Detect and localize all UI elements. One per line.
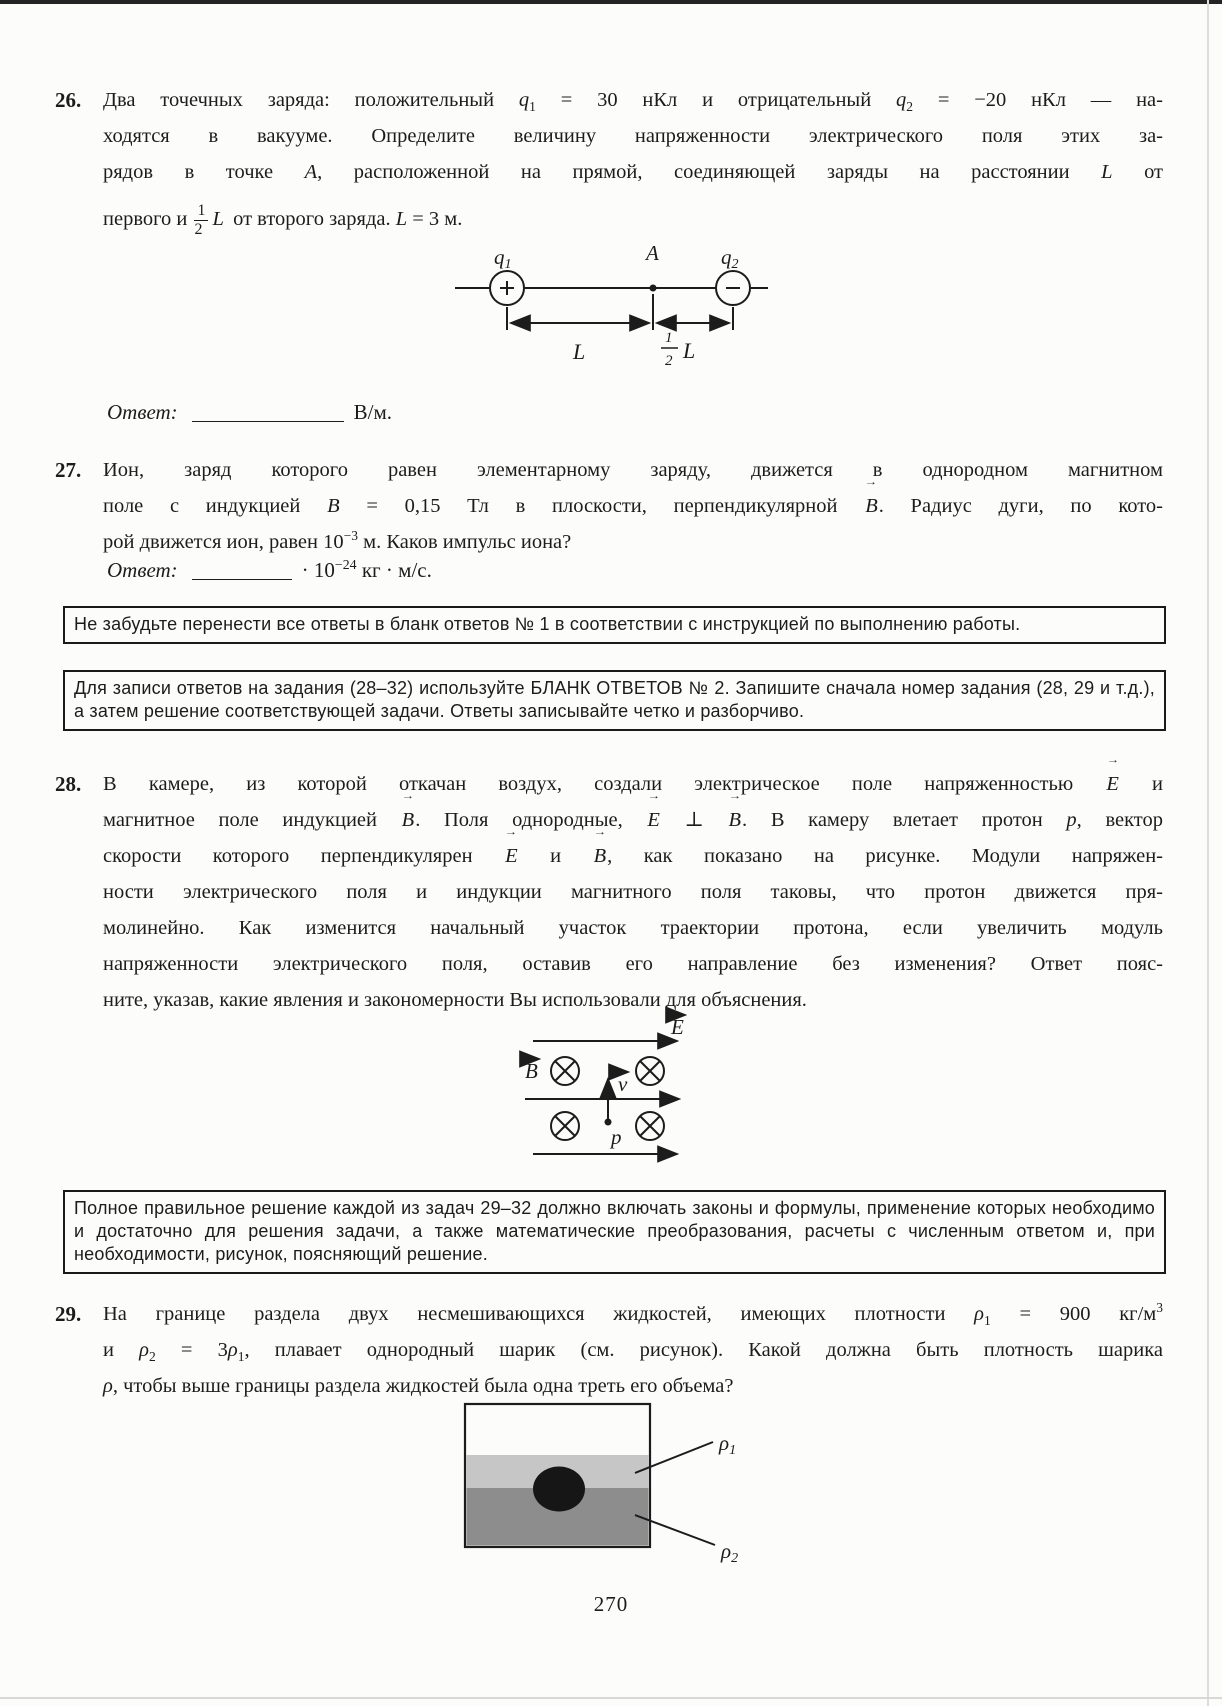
q2-label: q2 bbox=[721, 245, 739, 272]
notice-text: Не забудьте перенести все ответы в бланк ответов № 1 в соответствии с инструкцией по выполнению работы. bbox=[74, 614, 1021, 634]
answer-blank bbox=[192, 401, 344, 422]
text-line: ните, указав, какие явления и закономерности Вы использовали для объяснения. bbox=[103, 989, 807, 1011]
text-line: скорости которого перпендикулярен → E и → B, как показано на рисунке. Модули напряжен- bbox=[103, 838, 1163, 874]
notice-transfer-answers bbox=[63, 606, 1166, 644]
q1-label: q1 bbox=[494, 245, 512, 272]
text-line: напряженности электрического поля, оставив его направление без изменения? Ответ пояс- bbox=[103, 953, 1163, 975]
text-line: рядов в точке A, расположенной на прямой, соединяющей заряды на расстоянии L от bbox=[103, 161, 1164, 183]
rho2-label: ρ2 bbox=[721, 1539, 739, 1566]
text-line: ρ, чтобы выше границы раздела жидкостей была одна треть его объема? bbox=[103, 1375, 734, 1397]
text-line: молинейно. Как изменится начальный участок траектории протона, если увеличить модуль bbox=[103, 917, 1163, 939]
text-line: магнитное поле индукцией → B. Поля однородные, → E ⊥ → B. В камеру влетает протон p, вектор bbox=[103, 802, 1163, 838]
text-line: Два точечных заряда: положительный $q_1 = 30$ нКл и отрицательный $q_2 = -20$ нКл — на- bbox=[103, 89, 1163, 115]
problem-29 bbox=[55, 1296, 1170, 1404]
e-field-label: E bbox=[671, 1015, 684, 1039]
floating-ball bbox=[533, 1467, 585, 1512]
notice-text: Полное правильное решение каждой из задач 29–32 должно включать законы и формулы, применение которых необходимо и достаточно для решения задачи, а также математические преобразования, расчеты с численным ответом и, при необходимости, рисунок, поясняющий решение. bbox=[74, 1198, 1155, 1264]
problem-29-text bbox=[103, 1296, 1163, 1404]
text-line: ности электрического поля и индукции магнитного поля таковы, что протон движется пря- bbox=[103, 881, 1163, 903]
problem-27 bbox=[55, 452, 1170, 560]
point-A-dot bbox=[650, 285, 657, 292]
text-line: Ион, заряд которого равен элементарному заряду, движется в однородном магнитном bbox=[103, 459, 1163, 481]
page-number: 270 bbox=[593, 1592, 629, 1616]
charges-diagram bbox=[410, 224, 810, 379]
half-fraction-denominator: 2 bbox=[665, 353, 673, 369]
problem-28-number: 28. bbox=[55, 772, 82, 796]
answer-label: Ответ: bbox=[107, 558, 178, 582]
scan-edge-bottom bbox=[0, 1697, 1222, 1699]
problem-26-number: 26. bbox=[55, 88, 82, 112]
point-A-label: A bbox=[646, 241, 659, 265]
text-line: и $\rho_2 = 3\rho_1$, плавает однородный шарик (см. рисунок). Какой должна быть плотность шарика bbox=[103, 1339, 1164, 1365]
half-L-label: L bbox=[683, 338, 696, 363]
problem-28 bbox=[55, 766, 1170, 1018]
velocity-label: v bbox=[618, 1072, 628, 1096]
answer-label: Ответ: bbox=[107, 400, 178, 424]
scan-edge-right bbox=[1207, 0, 1209, 1706]
text-line: На границе раздела двух несмешивающихся жидкостей, имеющих плотности $\rho_1 = 900$ $кг/м^3$ bbox=[103, 1300, 1163, 1329]
answer-unit: В/м. bbox=[353, 400, 393, 424]
text-line: ходятся в вакууме. Определите величину напряженности электрического поля этих за- bbox=[103, 125, 1163, 147]
problem-29-number: 29. bbox=[55, 1302, 82, 1326]
problem-27-text bbox=[103, 452, 1163, 560]
text-line: поле с индукцией B = 0,15 Тл в плоскости, перпендикулярной → B. Радиус дуги, по кото- bbox=[103, 488, 1163, 524]
text-line: первого и $\frac{1}{2}$ L от второго заряда. L = 3 м. bbox=[103, 202, 463, 238]
answer-unit: · $10^{-24}$ кг · м/с. bbox=[301, 557, 432, 582]
text-line: В камере, из которой откачан воздух, создали электрическое поле напряженностью → E и bbox=[103, 766, 1163, 802]
b-field-label: B bbox=[525, 1059, 538, 1083]
notice-answer-sheet-2 bbox=[63, 670, 1166, 731]
proton-label: p bbox=[611, 1125, 622, 1149]
length-L-label: L bbox=[573, 339, 586, 364]
problem-27-number: 27. bbox=[55, 458, 82, 482]
liquids-ball-diagram bbox=[450, 1392, 790, 1577]
answer-blank bbox=[192, 559, 292, 580]
b-into-page-symbol bbox=[551, 1112, 579, 1140]
proton-fields-diagram bbox=[495, 1006, 735, 1171]
scan-edge-top bbox=[0, 0, 1222, 4]
notice-text: Для записи ответов на задания (28–32) используйте БЛАНК ОТВЕТОВ № 2. Запишите сначала номер задания (28, 29 и т.д.), а затем решение соответствующей задачи. Ответы записывайте четко и разборчиво. bbox=[74, 678, 1155, 721]
problem-28-text bbox=[103, 766, 1163, 1018]
b-into-page-symbol bbox=[636, 1057, 664, 1085]
answer-line-27 bbox=[107, 556, 432, 584]
answer-line-26 bbox=[107, 398, 392, 426]
text-line: рой движется ион, равен $10^{-3}$ м. Каков импульс иона? bbox=[103, 528, 572, 553]
half-fraction-numerator: 1 bbox=[665, 330, 673, 346]
b-into-page-symbol bbox=[551, 1057, 579, 1085]
b-into-page-symbol bbox=[636, 1112, 664, 1140]
notice-full-solution bbox=[63, 1190, 1166, 1274]
rho1-label: ρ1 bbox=[719, 1431, 737, 1458]
